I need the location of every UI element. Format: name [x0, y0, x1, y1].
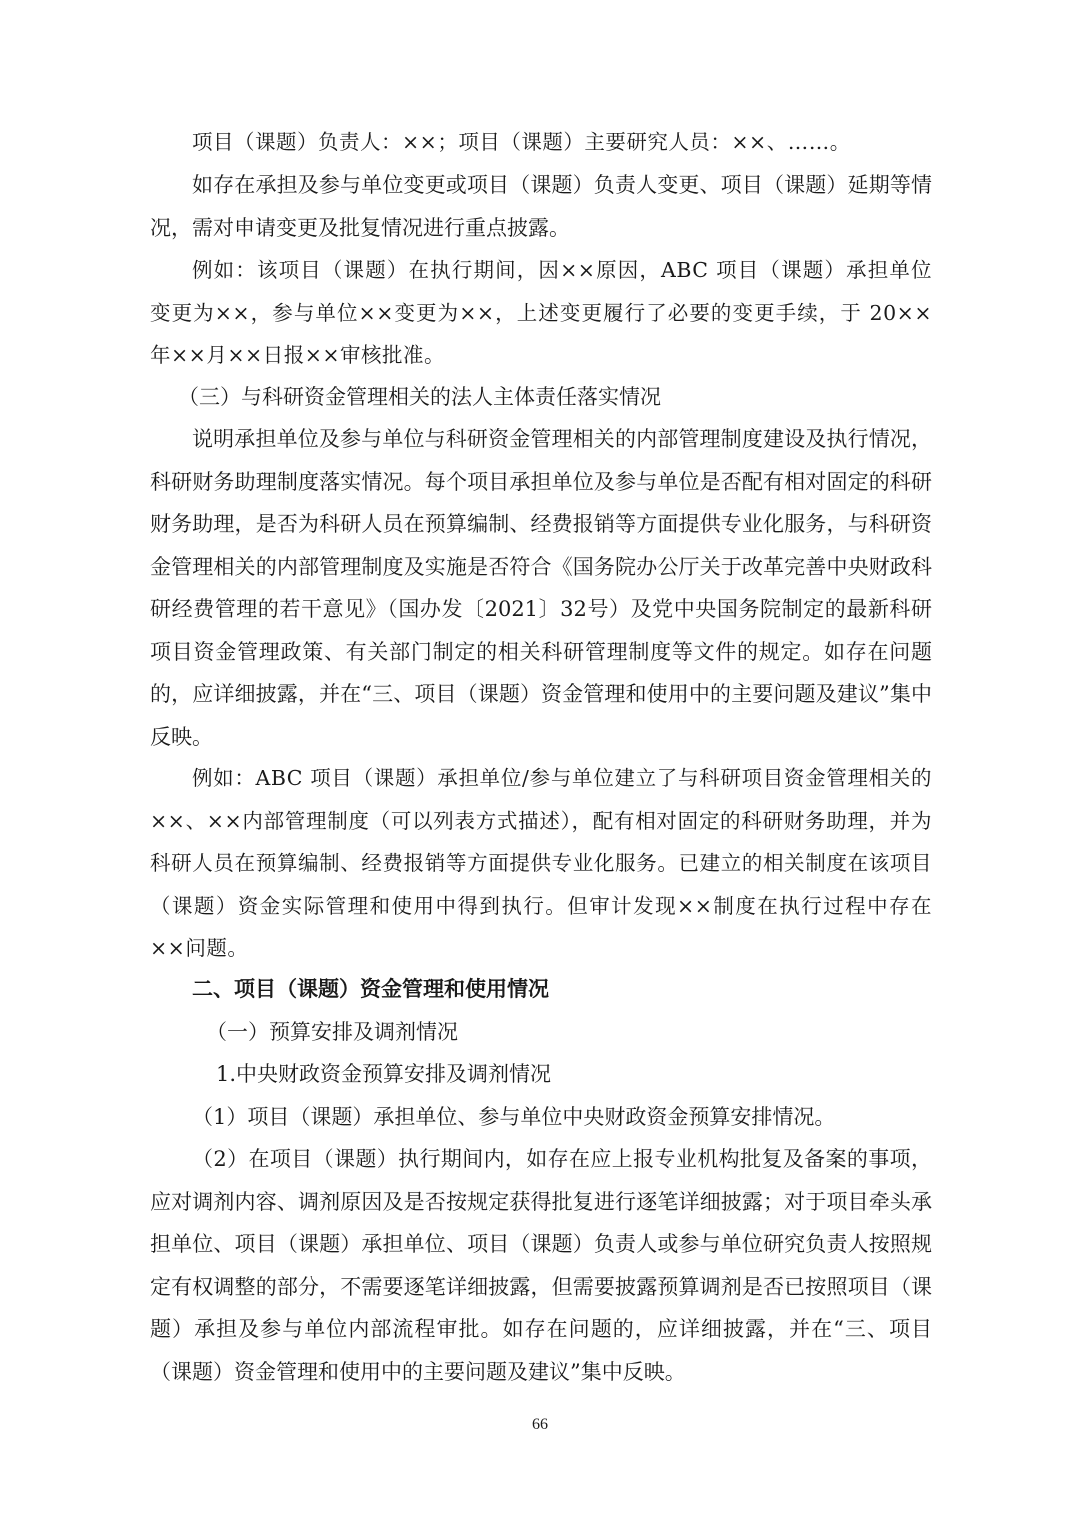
- chapter-heading-2: 二、项目（课题）资金管理和使用情况: [192, 977, 549, 1001]
- paragraph-item-1: （1）项目（课题）承担单位、参与单位中央财政资金预算安排情况。: [192, 1105, 836, 1129]
- section-heading-1: （一）预算安排及调剂情况: [206, 1020, 458, 1044]
- paragraph-example-management: 例如：ABC 项目（课题）承担单位/参与单位建立了与科研项目资金管理相关的××、××内部管理制度（可以列表方式描述），配有相对固定的科研财务助理，并为科研人员在预算编制、经费报销等方面提供专业化服务。已建立的相关制度在该项目（课题）资金实际管理和使用中得到执行。但审计发现××制度在执行过程中存在××问题。: [150, 766, 932, 960]
- page-number: 66: [532, 1416, 548, 1433]
- paragraph-personnel: 项目（课题）负责人：××；项目（课题）主要研究人员：××、……。: [192, 130, 851, 154]
- paragraph-example-change: 例如：该项目（课题）在执行期间，因××原因，ABC 项目（课题）承担单位变更为××，参与单位××变更为××，上述变更履行了必要的变更手续，于 20××年××月××日报××审核批准。: [150, 258, 932, 367]
- paragraph-change-disclosure: 如存在承担及参与单位变更或项目（课题）负责人变更、项目（课题）延期等情况，需对申请变更及批复情况进行重点披露。: [150, 173, 932, 240]
- paragraph-internal-management: 说明承担单位及参与单位与科研资金管理相关的内部管理制度建设及执行情况，科研财务助理制度落实情况。每个项目承担单位及参与单位是否配有相对固定的科研财务助理，是否为科研人员在预算编制、经费报销等方面提供专业化服务，与科研资金管理相关的内部管理制度及实施是否符合《国务院办公厅关于改革完善中央财政科研经费管理的若干意见》（国办发〔2021〕32号）及党中央国务院制定的最新科研项目资金管理政策、有关部门制定的相关科研管理制度等文件的规定。如存在问题的，应详细披露，并在“三、项目（课题）资金管理和使用中的主要问题及建议”集中反映。: [150, 427, 932, 749]
- paragraph-item-2: （2）在项目（课题）执行期间内，如存在应上报专业机构批复及备案的事项，应对调剂内容、调剂原因及是否按规定获得批复进行逐笔详细披露；对于项目牵头承担单位、项目（课题）承担单位、项目（课题）负责人或参与单位研究负责人按照规定有权调整的部分，不需要逐笔详细披露，但需要披露预算调剂是否已按照项目（课题）承担及参与单位内部流程审批。如存在问题的，应详细披露，并在“三、项目（课题）资金管理和使用中的主要问题及建议”集中反映。: [150, 1147, 932, 1384]
- subsection-heading-1: 1.中央财政资金预算安排及调剂情况: [216, 1062, 552, 1086]
- section-heading-3: （三）与科研资金管理相关的法人主体责任落实情况: [178, 385, 661, 409]
